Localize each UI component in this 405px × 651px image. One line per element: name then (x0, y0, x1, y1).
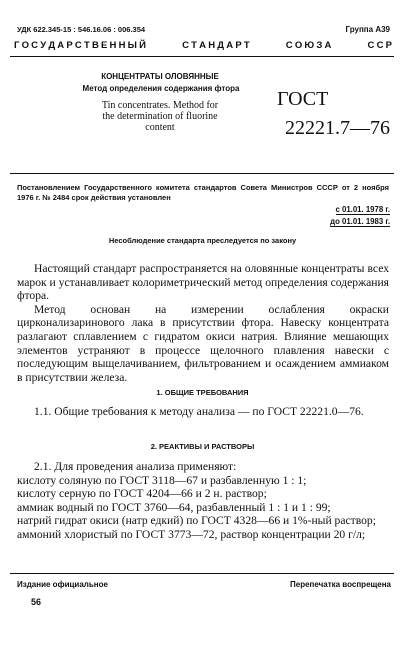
title-rule (10, 173, 394, 174)
section-2-title: 2. РЕАКТИВЫ И РАСТВОРЫ (150, 442, 255, 451)
page-number: 56 (31, 597, 42, 607)
title-en-line: the determination of fluorine (102, 111, 218, 122)
legal-warning: Несоблюдение стандарта преследуется по закону (108, 236, 297, 245)
group-code: Группа А39 (345, 25, 390, 34)
date-to: до 01.01. 1983 г. (330, 217, 390, 226)
intro-paragraph: Настоящий стандарт распространяется на оловянные концентраты всех марок и устанавливает колориметрический метод определения содержания фтора. (17, 262, 389, 303)
footer-rule (10, 573, 394, 574)
gost-number: 22221.7—76 (285, 117, 390, 139)
date-from: с 01.01. 1978 г. (335, 205, 390, 214)
reagent-item: 2.1. Для проведения анализа применяют: (34, 460, 237, 473)
subtitle-ru: Метод определения содержания фтора (82, 84, 240, 93)
header-word: Г О С У Д А Р С Т В Е Н Н Ы Й (14, 40, 146, 51)
section-1-text (17, 405, 389, 419)
reagents-list (17, 460, 389, 542)
header-word: С Т А Н Д А Р Т (182, 40, 250, 51)
header-word: С О Ю З А (285, 40, 332, 51)
reagent-item: кислоту соляную по ГОСТ 3118—67 и разбавленную 1 : 1; (17, 473, 307, 487)
intro-paragraph: Метод основан на измерении ослабления окраски цирконализаринового лака в присутствии фтора. Навеску концентрата разлагают сплавлением с гидратом окиси натрия. Влияние мешающих элементов устраняют в процессе щелочного плавления навески с последующим выщелачиванием, фильтрованием и осаждением аммиаком в присутствии железа. (17, 302, 389, 384)
title-en (60, 100, 260, 133)
footer-edition: Издание официальное (17, 580, 108, 589)
validity-dates (330, 204, 390, 228)
footer-reprint: Перепечатка воспрещена (290, 580, 391, 589)
gost-label: ГОСТ (277, 88, 329, 110)
title-ru: КОНЦЕНТРАТЫ ОЛОВЯННЫЕ (101, 72, 219, 81)
udk-code: УДК 622.345-15 : 546.16.06 : 006.354 (17, 25, 146, 34)
reagent-item: аммоний хлористый по ГОСТ 3773—72, раствор концентрации 20 г/л; (17, 527, 366, 541)
section-1-title: 1. ОБЩИЕ ТРЕБОВАНИЯ (156, 388, 249, 397)
section-1-paragraph: 1.1. Общие требования к методу анализа — по ГОСТ 22221.0—76. (34, 405, 364, 418)
header-word: С С Р (367, 40, 392, 51)
reagent-item: натрий гидрат окиси (натр едкий) по ГОСТ 4328—66 и 1%-ный раствор; (17, 514, 376, 528)
standard-org-header (14, 40, 392, 51)
title-en-line: content (145, 122, 175, 133)
decree-text: Постановлением Государственного комитета стандартов Совета Министров СССР от 2 ноября 1976 г. № 2484 срок действия установлен (17, 183, 389, 202)
reagent-item: кислоту серную по ГОСТ 4204—66 и 2 н. раствор; (17, 487, 267, 501)
header-rule (10, 56, 394, 57)
title-en-line: Tin concentrates. Method for (101, 100, 219, 111)
intro-text (17, 262, 389, 384)
reagent-item: аммиак водный по ГОСТ 3760—64, разбавленный 1 : 1 и 1 : 99; (17, 500, 331, 514)
